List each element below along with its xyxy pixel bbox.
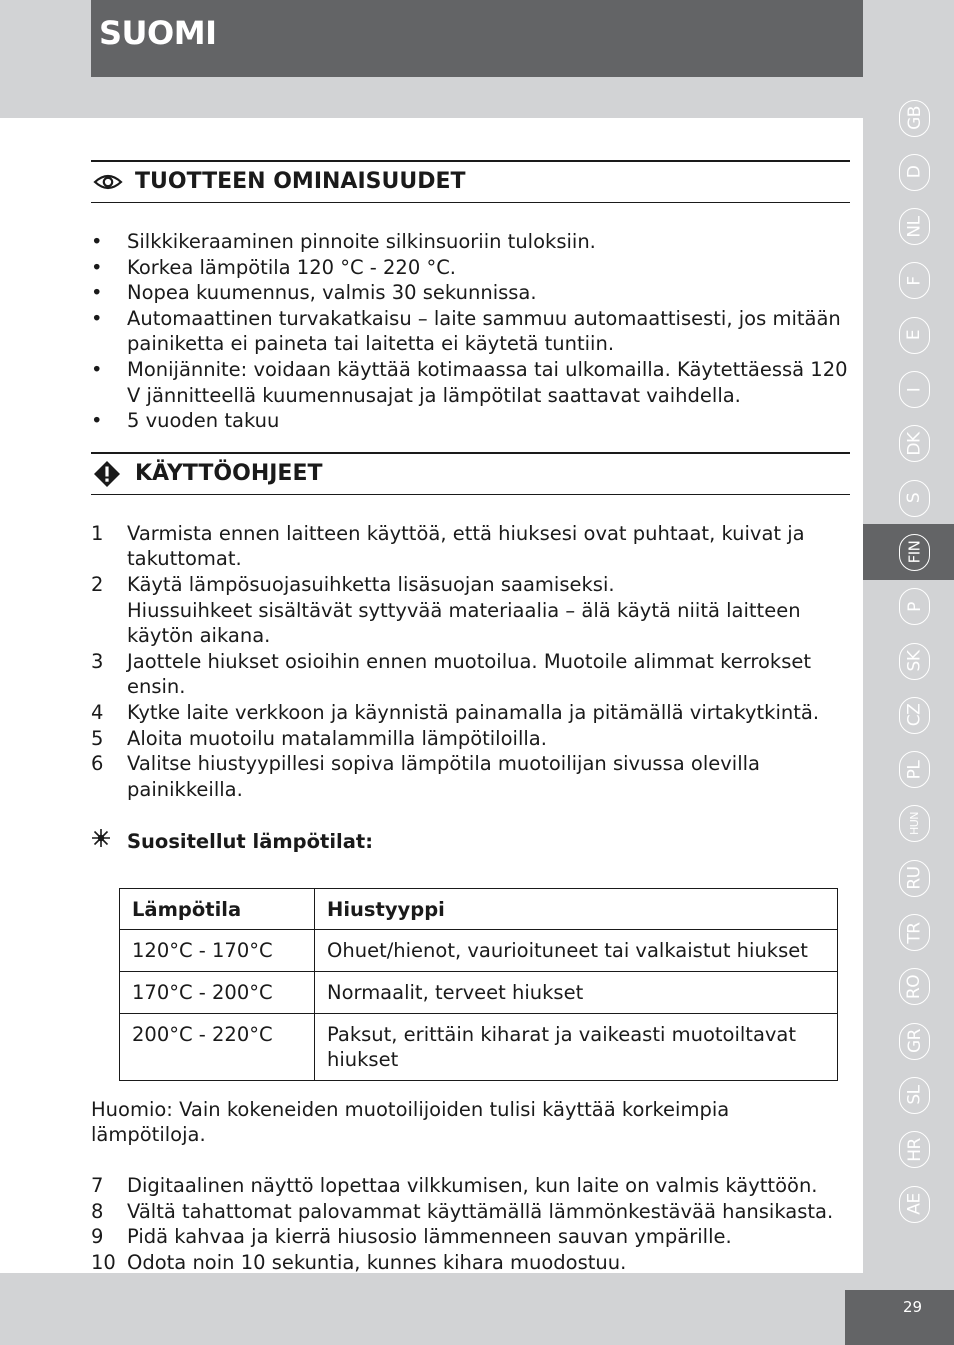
language-tab-dk <box>863 416 954 472</box>
table-cell: 170°C - 200°C <box>120 972 315 1014</box>
language-tab-f <box>863 253 954 309</box>
language-tab-circle <box>899 643 930 680</box>
list-item <box>91 700 850 726</box>
table-cell: 200°C - 220°C <box>120 1013 315 1080</box>
language-tab-circle <box>899 425 930 462</box>
language-tab-label: HUN <box>908 812 921 836</box>
step-number: 7 <box>91 1174 104 1198</box>
language-tab-label: RO <box>904 974 925 999</box>
step-number: 9 <box>91 1225 104 1249</box>
list-item <box>91 1250 850 1276</box>
language-tab-label: FIN <box>905 541 924 564</box>
language-tab-label: I <box>904 387 925 392</box>
content <box>91 160 850 1275</box>
language-tab-tr <box>863 905 954 961</box>
list-item <box>91 1199 850 1225</box>
language-tab-label: SL <box>904 1085 925 1106</box>
language-tab-label: RU <box>904 866 925 890</box>
list-item: • Korkea lämpötila 120 °C - 220 °C. <box>91 255 850 281</box>
language-tab-label: GB <box>904 106 925 130</box>
tip-line <box>91 828 850 855</box>
language-tab-label: E <box>904 330 925 341</box>
language-tab-fin <box>863 524 954 580</box>
language-tab-circle <box>899 534 930 571</box>
step-text: Kytke laite verkkoon ja käynnistä painamalla ja pitämällä virtakytkintä. <box>127 700 820 724</box>
language-tab-label: S <box>904 492 925 504</box>
table-cell: 120°C - 170°C <box>120 930 315 972</box>
step-number: 2 <box>91 572 104 596</box>
language-tab-circle <box>899 914 930 951</box>
language-tab-circle <box>899 1186 930 1223</box>
step-text: Vältä tahattomat palovammat käyttämällä lämmönkestävää hansikasta. <box>127 1199 834 1223</box>
table-header-cell: Lämpötila <box>120 888 315 930</box>
instructions-list-a <box>91 521 850 803</box>
step-number: 4 <box>91 700 104 724</box>
list-item <box>91 649 850 700</box>
table-cell: Paksut, erittäin kiharat ja vaikeasti muotoiltavat hiukset <box>315 1013 838 1080</box>
features-list <box>91 229 850 434</box>
language-tab-label: HR <box>904 1137 925 1162</box>
list-item: • Silkkikeraaminen pinnoite silkinsuoriin tuloksiin. <box>91 229 850 255</box>
language-tab-sk <box>863 633 954 689</box>
step-text: Pidä kahvaa ja kierrä hiusosio lämmenneen sauvan ympärille. <box>127 1225 732 1249</box>
table-row <box>120 972 838 1014</box>
language-tab-pl <box>863 742 954 798</box>
tip-star-icon <box>91 828 127 855</box>
language-tab-i <box>863 362 954 418</box>
language-tab-label: CZ <box>904 704 925 727</box>
list-item <box>91 751 850 802</box>
step-text: Odota noin 10 sekuntia, kunnes kihara muodostuu. <box>127 1250 627 1274</box>
language-tab-label: SK <box>904 650 925 672</box>
language-tab-label: GR <box>904 1029 925 1054</box>
warning-diamond-icon <box>93 461 125 487</box>
language-tab-gb <box>863 90 954 146</box>
step-number: 6 <box>91 752 104 776</box>
language-tab-circle <box>899 751 930 788</box>
language-tab-circle <box>899 262 930 299</box>
list-item <box>91 521 850 572</box>
section-heading-instructions <box>91 452 850 495</box>
step-text: Aloita muotoilu matalammilla lämpötiloilla. <box>127 726 547 750</box>
language-tab-circle <box>899 860 930 897</box>
language-tab-label: F <box>904 276 925 286</box>
table-cell: Normaalit, terveet hiukset <box>315 972 838 1014</box>
step-number: 5 <box>91 726 104 750</box>
step-number: 10 <box>91 1250 116 1274</box>
tip-text: Suositellut lämpötilat: <box>127 829 374 853</box>
language-tab-circle <box>899 1077 930 1114</box>
page-title: SUOMI <box>99 14 217 52</box>
temperature-table <box>119 888 838 1081</box>
language-tab-cz <box>863 687 954 743</box>
list-item: • 5 vuoden takuu <box>91 408 850 434</box>
language-tab-circle <box>899 208 930 245</box>
language-tab-sl <box>863 1067 954 1123</box>
step-text: Valitse hiustyypillesi sopiva lämpötila muotoilijan sivussa olevilla painikkeilla. <box>127 752 760 801</box>
language-tab-p <box>863 579 954 635</box>
step-number: 3 <box>91 649 104 673</box>
language-tab-circle <box>899 588 930 625</box>
language-tab-circle <box>899 1023 930 1060</box>
language-tab-label: NL <box>904 215 925 238</box>
eye-icon <box>93 169 125 195</box>
step-text-line: Hiussuihkeet sisältävät syttyvää materiaalia – älä käytä niitä laitteen käytön aikana. <box>127 598 801 648</box>
step-text: Jaottele hiukset osioihin ennen muotoilua. Muotoile alimmat kerrokset ensin. <box>127 649 811 699</box>
language-tab-hun <box>863 796 954 852</box>
step-text <box>127 572 850 649</box>
language-tab-circle <box>899 480 930 517</box>
table-cell: Ohuet/hienot, vaurioituneet tai valkaistut hiukset <box>315 930 838 972</box>
language-tab-label: DK <box>904 432 925 456</box>
list-item <box>91 1173 850 1199</box>
language-tab-circle <box>899 968 930 1005</box>
page-number: 29 <box>903 1298 923 1316</box>
language-tab-gr <box>863 1013 954 1069</box>
language-tab-circle <box>899 697 930 734</box>
language-tab-label: P <box>904 601 925 612</box>
language-tab-label: TR <box>904 921 925 944</box>
language-tab-label: AE <box>904 1193 925 1215</box>
language-tab-nl <box>863 199 954 255</box>
header-band <box>91 0 863 77</box>
language-tab-circle <box>899 805 930 842</box>
step-text: Varmista ennen laitteen käyttöä, että hiuksesi ovat puhtaat, kuivat ja takuttomat. <box>127 521 805 571</box>
language-tab-hr <box>863 1122 954 1178</box>
language-tab-ae <box>863 1176 954 1232</box>
list-item: • Monijännite: voidaan käyttää kotimaassa tai ulkomailla. Käytettäessä 120 V jännitteellä kuumennusajat ja lämpötilat saattavat vaihdella. <box>91 357 850 408</box>
list-item <box>91 572 850 649</box>
section-title-features: TUOTTEEN OMINAISUUDET <box>135 169 466 195</box>
language-tab-ro <box>863 959 954 1015</box>
section-heading-features <box>91 160 850 203</box>
language-tab-circle <box>899 1131 930 1168</box>
language-tab-label: PL <box>904 760 925 779</box>
instructions-list-b <box>91 1173 850 1275</box>
step-text: Digitaalinen näyttö lopettaa vilkkumisen, kun laite on valmis käyttöön. <box>127 1174 818 1198</box>
step-text-line: Käytä lämpösuojasuihketta lisäsuojan saamiseksi. <box>127 572 615 596</box>
language-tab-label: D <box>904 166 925 179</box>
language-tab-circle <box>899 100 930 137</box>
language-tab-d <box>863 144 954 200</box>
language-tab-circle <box>899 317 930 354</box>
section-title-instructions: KÄYTTÖOHJEET <box>135 460 323 486</box>
language-tab-s <box>863 470 954 526</box>
page-number-box <box>845 1290 954 1345</box>
list-item: • Automaattinen turvakatkaisu – laite sammuu automaattisesti, jos mitään painiketta ei paineta tai laitetta ei käytetä tuntiin. <box>91 306 850 357</box>
step-number: 1 <box>91 521 104 545</box>
language-tab-circle <box>899 371 930 408</box>
table-row <box>120 930 838 972</box>
table-header-row <box>120 888 838 930</box>
table-header-cell: Hiustyyppi <box>315 888 838 930</box>
language-tab-ru <box>863 850 954 906</box>
language-tab-circle <box>899 154 930 191</box>
list-item: • Nopea kuumennus, valmis 30 sekunnissa. <box>91 280 850 306</box>
table-row <box>120 1013 838 1080</box>
step-number: 8 <box>91 1199 104 1223</box>
language-tab-e <box>863 307 954 363</box>
note-text: Huomio: Vain kokeneiden muotoilijoiden tulisi käyttää korkeimpia lämpötiloja. <box>91 1097 730 1147</box>
list-item <box>91 1224 850 1250</box>
list-item <box>91 726 850 752</box>
